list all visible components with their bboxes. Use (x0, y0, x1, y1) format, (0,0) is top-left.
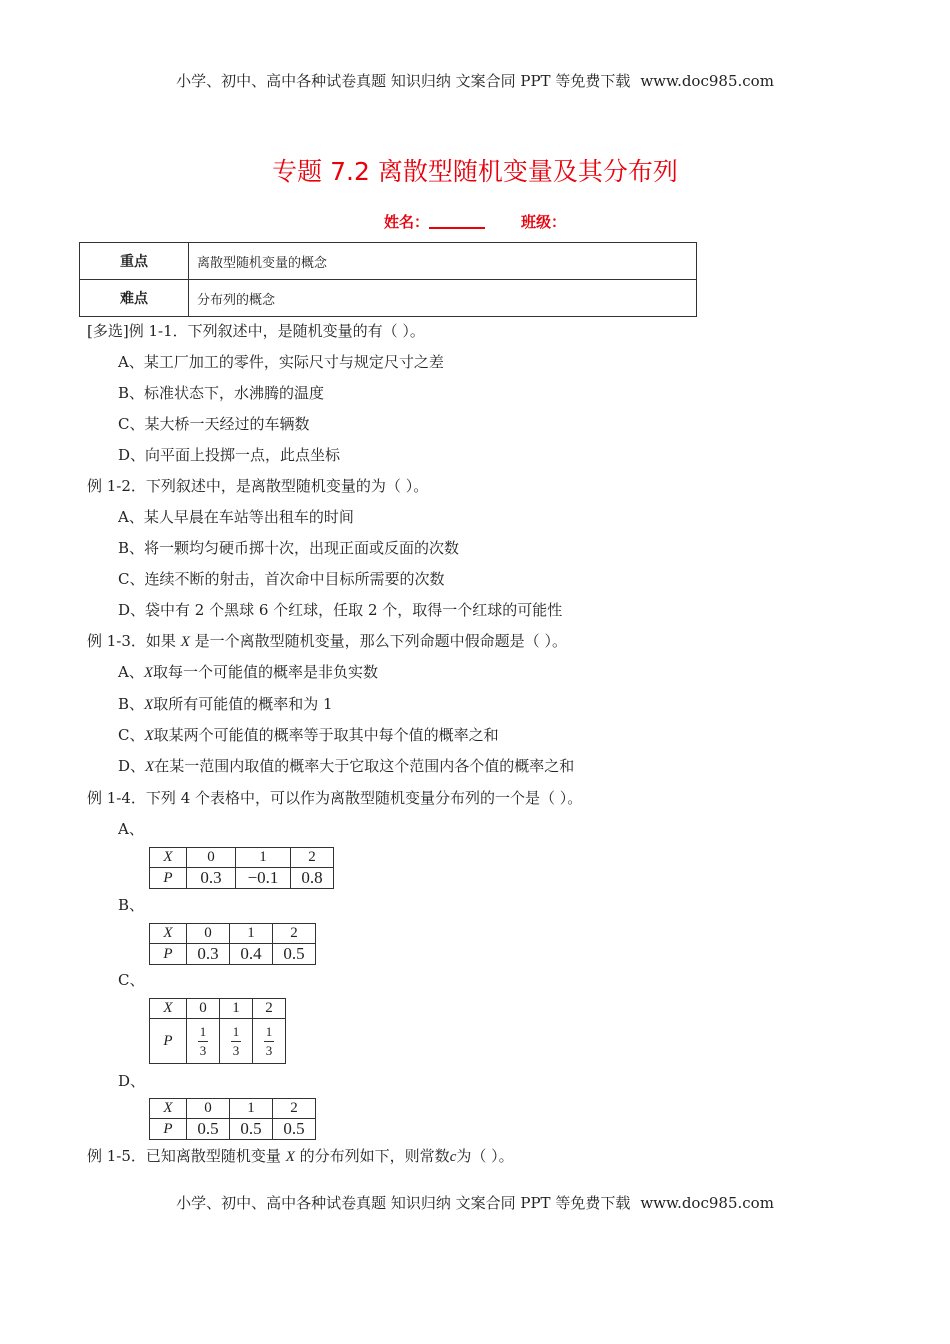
const-c: c (449, 1149, 457, 1165)
question-2-stem: 例 1-2．下列叙述中，是离散型随机变量的为（ ）。 (87, 477, 429, 495)
fraction-denominator: 3 (265, 1043, 273, 1058)
p-value: 0.3 (187, 944, 230, 965)
distribution-table-c (149, 998, 286, 1064)
q3-stem-b: 是一个离散型随机变量，那么下列命题中假命题是（ ）。 (194, 632, 567, 650)
fraction-numerator: 1 (199, 1024, 207, 1039)
name-label: 姓名： (383, 213, 429, 231)
footer-url[interactable]: www.doc985.com (640, 1194, 774, 1212)
fraction-numerator: 1 (232, 1024, 240, 1039)
q5-stem-b: 的分布列如下，则常数 (299, 1147, 450, 1165)
option-d-label: D、 (118, 1072, 146, 1090)
p-value: 0.5 (273, 1119, 316, 1140)
x-value: 0 (187, 1099, 230, 1119)
question-2-option: B、将一颗均匀硬币掷十次，出现正面或反面的次数 (118, 539, 460, 557)
fraction-denominator: 3 (232, 1043, 240, 1058)
x-value: 1 (220, 999, 253, 1019)
question-3-option (118, 693, 333, 714)
x-value: 2 (253, 999, 286, 1019)
p-value: 0.4 (230, 944, 273, 965)
option-b-label: B、 (118, 896, 145, 914)
question-1-stem: [多选]例 1-1．下列叙述中，是随机变量的有（ ）。 (87, 322, 425, 340)
x-value: 0 (187, 924, 230, 944)
var-x: X (285, 1149, 295, 1165)
p-value: 0.5 (273, 944, 316, 965)
key-point-key: 重点 (80, 243, 189, 280)
q3-stem-a: 例 1-3．如果 (87, 632, 176, 650)
distribution-table-d (149, 1098, 316, 1140)
p-value: 0.5 (187, 1119, 230, 1140)
header-url[interactable]: www.doc985.com (640, 72, 774, 90)
p-value: 0.5 (230, 1119, 273, 1140)
x-value: 1 (230, 924, 273, 944)
question-3-option (118, 755, 574, 776)
option-c-label: C、 (118, 971, 145, 989)
x-value: 1 (236, 848, 291, 868)
header-text: 小学、初中、高中各种试卷真题 知识归纳 文案合同 PPT 等免费下载 (176, 72, 631, 90)
footer-text: 小学、初中、高中各种试卷真题 知识归纳 文案合同 PPT 等免费下载 (176, 1194, 631, 1212)
row-p-label: P (150, 1019, 187, 1064)
row-x-label: X (150, 924, 187, 944)
question-5-stem (87, 1145, 514, 1166)
key-point-value: 离散型随机变量的概念 (189, 243, 697, 280)
x-value: 2 (273, 1099, 316, 1119)
question-3-option (118, 724, 499, 745)
var-x: X (144, 697, 154, 713)
var-x: X (145, 759, 155, 775)
key-point-row (80, 243, 697, 280)
page-footer (0, 1192, 950, 1213)
x-value: 2 (273, 924, 316, 944)
question-2-option: D、袋中有 2 个黑球 6 个红球，任取 2 个，取得一个红球的可能性 (118, 601, 563, 619)
row-x-label: X (150, 999, 187, 1019)
question-4-stem: 例 1-4．下列 4 个表格中，可以作为离散型随机变量分布列的一个是（ ）。 (87, 789, 583, 807)
row-x-label: X (150, 848, 187, 868)
option-a-label: A、 (118, 820, 144, 838)
p-fraction (187, 1019, 220, 1064)
row-p-label: P (150, 1119, 187, 1140)
x-value: 2 (291, 848, 334, 868)
p-fraction (253, 1019, 286, 1064)
p-value: −0.1 (236, 868, 291, 889)
x-value: 0 (187, 848, 236, 868)
question-1-option: A、某工厂加工的零件，实际尺寸与规定尺寸之差 (118, 353, 444, 371)
question-1-option: C、某大桥一天经过的车辆数 (118, 415, 310, 433)
key-points-table (79, 242, 697, 317)
name-blank (429, 213, 485, 229)
option-label: D、 (118, 757, 146, 775)
option-text: 在某一范围内取值的概率大于它取这个范围内各个值的概率之和 (154, 757, 575, 775)
p-value: 0.3 (187, 868, 236, 889)
row-x-label: X (150, 1099, 187, 1119)
row-p-label: P (150, 868, 187, 889)
p-fraction (220, 1019, 253, 1064)
fraction-numerator: 1 (265, 1024, 273, 1039)
var-x: X (144, 728, 154, 744)
question-1-option: D、向平面上投掷一点，此点坐标 (118, 446, 341, 464)
fraction-denominator: 3 (199, 1043, 207, 1058)
option-text: 取某两个可能值的概率等于取其中每个值的概率之和 (153, 726, 499, 744)
option-label: B、 (118, 695, 145, 713)
class-label: 班级： (521, 213, 567, 231)
key-point-key: 难点 (80, 280, 189, 317)
page-header (0, 70, 950, 91)
row-p-label: P (150, 944, 187, 965)
var-x: X (143, 665, 154, 681)
question-3-option (118, 661, 378, 682)
option-text: 取每一个可能值的概率是非负实数 (153, 663, 379, 681)
q5-stem-c: 为（ ）。 (456, 1147, 514, 1165)
name-class-row (0, 211, 950, 232)
distribution-table-b (149, 923, 316, 965)
option-label: A、 (118, 663, 144, 681)
option-text: 取所有可能值的概率和为 1 (153, 695, 333, 713)
q5-stem-a: 例 1-5．已知离散型随机变量 (87, 1147, 281, 1165)
question-3-stem (87, 630, 567, 651)
x-value: 1 (230, 1099, 273, 1119)
x-value: 0 (187, 999, 220, 1019)
var-x: X (180, 634, 190, 650)
question-2-option: C、连续不断的射击，首次命中目标所需要的次数 (118, 570, 445, 588)
key-point-value: 分布列的概念 (189, 280, 697, 317)
question-2-option: A、某人早晨在车站等出租车的时间 (118, 508, 354, 526)
page-title: 专题 7.2 离散型随机变量及其分布列 (272, 157, 678, 186)
distribution-table-a (149, 847, 334, 889)
option-label: C、 (118, 726, 145, 744)
key-point-row (80, 280, 697, 317)
p-value: 0.8 (291, 868, 334, 889)
question-1-option: B、标准状态下，水沸腾的温度 (118, 384, 325, 402)
